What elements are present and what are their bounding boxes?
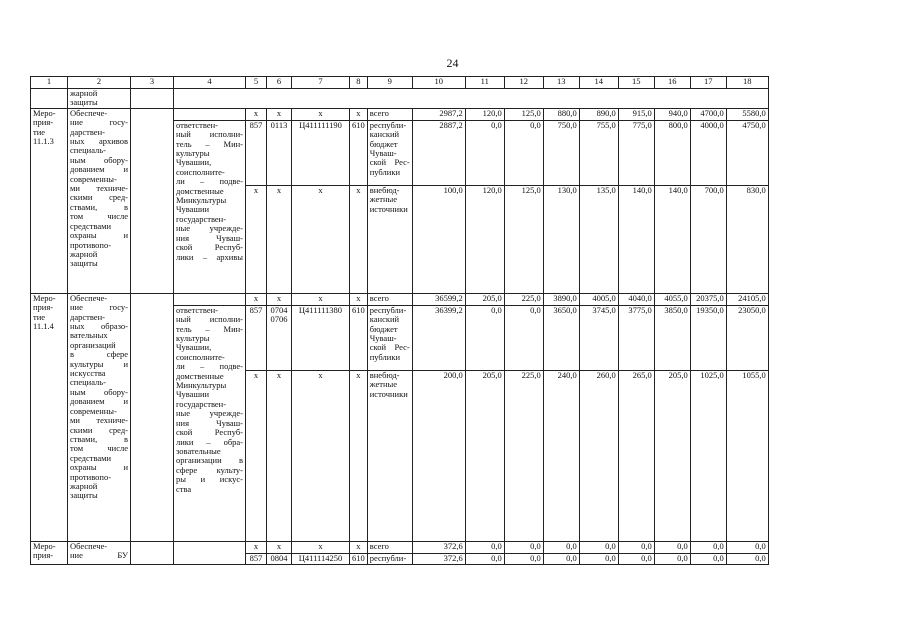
text-line: ный исполни- [176, 314, 243, 325]
text-line: современны- [70, 173, 117, 184]
column-header-18: 18 [726, 77, 768, 89]
text-line: средствами [70, 452, 112, 463]
value-cell: 120,0 [465, 108, 504, 120]
expense-type-code: 610 [350, 553, 368, 564]
text-line: ных архивов [70, 136, 128, 147]
col3-empty [131, 108, 174, 293]
target-article-code: x [292, 541, 350, 553]
column-header-8: 8 [350, 77, 368, 89]
text-line: всего [369, 293, 389, 303]
expense-type-code: x [350, 370, 368, 541]
text-line: прия- [33, 302, 54, 313]
expense-type-code: x [350, 185, 368, 293]
value-cell: 1055,0 [726, 370, 768, 541]
column-header-13: 13 [543, 77, 579, 89]
text-line: культуры и [70, 358, 128, 369]
text-line: Обеспече- [70, 293, 108, 303]
funding-source [367, 553, 412, 564]
text-line: в сфере [70, 349, 128, 360]
text-line: лики – архивы [176, 251, 243, 262]
text-line: Чувашии [176, 204, 210, 215]
value-cell: 3850,0 [654, 305, 690, 370]
text-line: вательных [70, 330, 108, 341]
value-cell: 800,0 [654, 120, 690, 185]
text-line: ным обору- [70, 154, 128, 165]
table-row [31, 108, 769, 120]
value-cell: 140,0 [654, 185, 690, 293]
column-header-15: 15 [618, 77, 654, 89]
text-line: скими сред- [70, 424, 128, 435]
text-line: тие [33, 126, 46, 137]
text-line: ской Респуб- [176, 427, 243, 438]
value-cell: 775,0 [618, 120, 654, 185]
value-cell: 225,0 [504, 293, 543, 305]
section-code [267, 120, 292, 185]
text-line: ствами, в [70, 201, 128, 212]
value-cell: 0,0 [690, 541, 726, 553]
text-line: тель – Мин- [176, 323, 243, 334]
measure-label [31, 108, 68, 293]
column-header-16: 16 [654, 77, 690, 89]
text-line: публики [369, 166, 401, 177]
text-line: современны- [70, 405, 117, 416]
value-cell: 36399,2 [412, 305, 465, 370]
target-article-code: x [292, 108, 350, 120]
value-cell: 205,0 [654, 370, 690, 541]
value-cell: 0,0 [504, 120, 543, 185]
value-cell: 0,0 [465, 553, 504, 564]
text-line: дованием и [70, 164, 128, 175]
value-cell: 5580,0 [726, 108, 768, 120]
measure-description [68, 541, 131, 564]
text-line: Меро- [33, 293, 56, 303]
text-line: государствен- [176, 213, 227, 224]
target-article-code: Ц411111380 [292, 305, 350, 370]
value-cell: 0,0 [504, 305, 543, 370]
text-line: Меро- [33, 541, 56, 551]
text-line: 0804 [270, 553, 288, 563]
expense-type-code: 610 [350, 305, 368, 370]
text-line: жетные [369, 379, 398, 390]
text-line: внебюд- [369, 370, 400, 380]
page-number: 24 [446, 56, 459, 70]
text-line: публики [369, 351, 401, 362]
text-line: ние госу- [70, 117, 128, 128]
section-code [267, 293, 292, 305]
value-cell: 372,6 [412, 553, 465, 564]
text-line: ответствен- [176, 120, 219, 130]
value-cell: 4700,0 [690, 108, 726, 120]
text-line: специаль- [70, 377, 106, 388]
text-line: защиты [70, 97, 98, 108]
target-article-code: Ц411114250 [292, 553, 350, 564]
funding-source [367, 293, 412, 305]
text-line: ные учрежде- [176, 223, 243, 234]
value-cell: 0,0 [543, 553, 579, 564]
value-cell: 225,0 [504, 370, 543, 541]
text-line: домственные [176, 185, 224, 196]
text-line: ных образо- [70, 321, 128, 332]
table-row [31, 541, 769, 553]
text-line: x [276, 370, 282, 380]
value-cell: 0,0 [504, 541, 543, 553]
text-line: Обеспече- [70, 108, 108, 118]
funding-source [367, 370, 412, 541]
text-line: Чувашии, [176, 157, 212, 168]
text-line: соисполните- [176, 351, 225, 362]
value-cell: 24105,0 [726, 293, 768, 305]
text-line: прия- [33, 550, 54, 561]
text-line: организаций [70, 339, 116, 350]
measure-description [68, 108, 131, 293]
target-article-code: x [292, 185, 350, 293]
text-line: всего [369, 541, 389, 551]
text-line: ми техниче- [70, 183, 128, 194]
text-line: противопо- [70, 471, 112, 482]
text-line: искусства [70, 368, 106, 379]
section-code [267, 108, 292, 120]
target-article-code: Ц411111190 [292, 120, 350, 185]
text-line: x [276, 293, 282, 303]
text-line: республи- [369, 553, 407, 563]
text-line: x [276, 541, 282, 551]
section-code [267, 185, 292, 293]
text-line: канский [369, 314, 400, 325]
text-line: ответствен- [176, 305, 219, 315]
value-cell: 0,0 [579, 553, 618, 564]
text-line: канский [369, 129, 400, 140]
funding-source [367, 120, 412, 185]
grbs-code: 857 [246, 553, 267, 564]
text-line: дарствен- [70, 311, 105, 322]
text-line: всего [369, 108, 389, 118]
text-line: ми техниче- [70, 415, 128, 426]
value-cell: 130,0 [543, 185, 579, 293]
value-cell: 0,0 [618, 553, 654, 564]
text-line: 0704 [270, 305, 288, 315]
grbs-code: x [246, 370, 267, 541]
text-line: Чувашии [176, 389, 210, 400]
value-cell: 4750,0 [726, 120, 768, 185]
text-line: ли – подве- [176, 361, 243, 372]
grbs-code: 857 [246, 305, 267, 370]
value-cell: 0,0 [543, 541, 579, 553]
value-cell: 0,0 [465, 305, 504, 370]
text-line: Минкультуры [176, 380, 227, 391]
text-line: ской Рес- [369, 342, 410, 353]
carry-description [68, 89, 131, 109]
text-line: государствен- [176, 398, 227, 409]
text-line: внебюд- [369, 185, 400, 195]
text-line: том числе [70, 211, 128, 222]
grbs-code: x [246, 185, 267, 293]
column-header-2: 2 [68, 77, 131, 89]
column-header-3: 3 [131, 77, 174, 89]
carry-col1 [31, 89, 68, 109]
column-header-11: 11 [465, 77, 504, 89]
text-line: защиты [70, 258, 98, 269]
column-header-6: 6 [267, 77, 292, 89]
value-cell: 120,0 [465, 185, 504, 293]
column-header-9: 9 [367, 77, 412, 89]
executor [174, 120, 246, 293]
text-line: соисполните- [176, 166, 225, 177]
value-cell: 0,0 [690, 553, 726, 564]
value-cell: 125,0 [504, 108, 543, 120]
value-cell: 205,0 [465, 293, 504, 305]
expense-type-code: x [350, 293, 368, 305]
value-cell: 0,0 [726, 553, 768, 564]
text-line: организации в [176, 455, 243, 466]
text-line: дованием и [70, 396, 128, 407]
funding-source [367, 305, 412, 370]
text-line: ской Рес- [369, 157, 410, 168]
value-cell: 915,0 [618, 108, 654, 120]
value-cell: 0,0 [465, 541, 504, 553]
text-line: 0113 [270, 120, 288, 130]
text-line: ской Респуб- [176, 242, 243, 253]
value-cell: 880,0 [543, 108, 579, 120]
measure-label [31, 293, 68, 541]
value-cell: 0,0 [579, 541, 618, 553]
column-header-12: 12 [504, 77, 543, 89]
budget-table [30, 76, 769, 565]
value-cell: 100,0 [412, 185, 465, 293]
text-line: Чувашии, [176, 342, 212, 353]
text-line: бюджет [369, 138, 398, 149]
text-line: республи- [369, 120, 407, 130]
column-header-10: 10 [412, 77, 465, 89]
value-cell: 1025,0 [690, 370, 726, 541]
text-line: 0706 [270, 314, 288, 325]
value-cell: 20375,0 [690, 293, 726, 305]
text-line: защиты [70, 490, 98, 501]
value-cell: 240,0 [543, 370, 579, 541]
carry-col3 [131, 89, 174, 109]
grbs-code: x [246, 108, 267, 120]
section-code [267, 541, 292, 553]
value-cell: 0,0 [465, 120, 504, 185]
value-cell: 140,0 [618, 185, 654, 293]
value-cell: 260,0 [579, 370, 618, 541]
text-line: жарной [70, 480, 98, 491]
text-line: ние БУ [70, 550, 128, 561]
text-line: домственные [176, 370, 224, 381]
text-line: ния Чуваш- [176, 232, 243, 243]
value-cell: 125,0 [504, 185, 543, 293]
value-cell: 4040,0 [618, 293, 654, 305]
text-line: источники [369, 388, 408, 399]
text-line: 11.1.4 [33, 321, 54, 332]
text-line: зовательные [176, 445, 221, 456]
text-line: республи- [369, 305, 407, 315]
text-line: Минкультуры [176, 195, 227, 206]
value-cell: 890,0 [579, 108, 618, 120]
text-line: противопо- [70, 239, 112, 250]
value-cell: 265,0 [618, 370, 654, 541]
target-article-code: x [292, 293, 350, 305]
value-cell: 755,0 [579, 120, 618, 185]
text-line: культуры [176, 333, 210, 344]
section-code [267, 553, 292, 564]
text-line: ние госу- [70, 302, 128, 313]
text-line: x [276, 108, 282, 118]
funding-source [367, 185, 412, 293]
text-line: 11.1.3 [33, 136, 54, 147]
carry-rest [174, 89, 769, 109]
value-cell: 2987,2 [412, 108, 465, 120]
executor-top-empty [174, 293, 246, 305]
grbs-code: 857 [246, 120, 267, 185]
column-header-4: 4 [174, 77, 246, 89]
col3-empty [131, 541, 174, 564]
text-line: жарной [70, 88, 98, 98]
text-line: том числе [70, 443, 128, 454]
text-line: бюджет [369, 323, 398, 334]
value-cell: 19350,0 [690, 305, 726, 370]
expense-type-code: 610 [350, 120, 368, 185]
column-header-7: 7 [292, 77, 350, 89]
value-cell: 2887,2 [412, 120, 465, 185]
text-line: ния Чуваш- [176, 417, 243, 428]
text-line: Обеспече- [70, 541, 108, 551]
text-line: средствами [70, 220, 112, 231]
text-line: сфере культу- [176, 464, 243, 475]
section-code [267, 370, 292, 541]
value-cell: 0,0 [618, 541, 654, 553]
text-line: ным обору- [70, 386, 128, 397]
value-cell: 200,0 [412, 370, 465, 541]
value-cell: 135,0 [579, 185, 618, 293]
text-line: ствами, в [70, 433, 128, 444]
text-line: ный исполни- [176, 129, 243, 140]
value-cell: 205,0 [465, 370, 504, 541]
text-line: Чуваш- [369, 148, 397, 159]
text-line: специаль- [70, 145, 106, 156]
value-cell: 0,0 [504, 553, 543, 564]
text-line: жарной [70, 248, 98, 259]
text-line: Меро- [33, 108, 56, 118]
column-header-5: 5 [246, 77, 267, 89]
text-line: лики – обра- [176, 436, 243, 447]
value-cell: 0,0 [654, 541, 690, 553]
text-line: культуры [176, 148, 210, 159]
value-cell: 23050,0 [726, 305, 768, 370]
value-cell: 372,6 [412, 541, 465, 553]
column-header-14: 14 [579, 77, 618, 89]
text-line: Чуваш- [369, 333, 397, 344]
value-cell: 36599,2 [412, 293, 465, 305]
executor-top-empty [174, 108, 246, 120]
value-cell: 700,0 [690, 185, 726, 293]
value-cell: 3650,0 [543, 305, 579, 370]
column-header-1: 1 [31, 77, 68, 89]
expense-type-code: x [350, 108, 368, 120]
funding-source [367, 541, 412, 553]
expense-type-code: x [350, 541, 368, 553]
value-cell: 4000,0 [690, 120, 726, 185]
column-header-17: 17 [690, 77, 726, 89]
text-line: ли – подве- [176, 176, 243, 187]
value-cell: 3890,0 [543, 293, 579, 305]
text-line: тель – Мин- [176, 138, 243, 149]
text-line: скими сред- [70, 192, 128, 203]
value-cell: 830,0 [726, 185, 768, 293]
measure-description [68, 293, 131, 541]
text-line: ные учрежде- [176, 408, 243, 419]
funding-source [367, 108, 412, 120]
text-line: тие [33, 311, 46, 322]
text-line: жетные [369, 194, 398, 205]
value-cell: 940,0 [654, 108, 690, 120]
text-line: ства [176, 483, 192, 494]
text-line: прия- [33, 117, 54, 128]
grbs-code: x [246, 293, 267, 305]
executor-empty [174, 541, 246, 564]
text-line: дарствен- [70, 126, 105, 137]
value-cell: 750,0 [543, 120, 579, 185]
col3-empty [131, 293, 174, 541]
text-line: источники [369, 203, 408, 214]
table-row [31, 293, 769, 305]
target-article-code: x [292, 370, 350, 541]
value-cell: 4055,0 [654, 293, 690, 305]
measure-label [31, 541, 68, 564]
executor [174, 305, 246, 541]
section-code [267, 305, 292, 370]
text-line: ры и искус- [176, 474, 243, 485]
text-line: охраны и [70, 230, 128, 241]
value-cell: 3775,0 [618, 305, 654, 370]
grbs-code: x [246, 541, 267, 553]
value-cell: 4005,0 [579, 293, 618, 305]
value-cell: 0,0 [654, 553, 690, 564]
text-line: x [276, 185, 282, 195]
text-line: охраны и [70, 462, 128, 473]
value-cell: 0,0 [726, 541, 768, 553]
value-cell: 3745,0 [579, 305, 618, 370]
